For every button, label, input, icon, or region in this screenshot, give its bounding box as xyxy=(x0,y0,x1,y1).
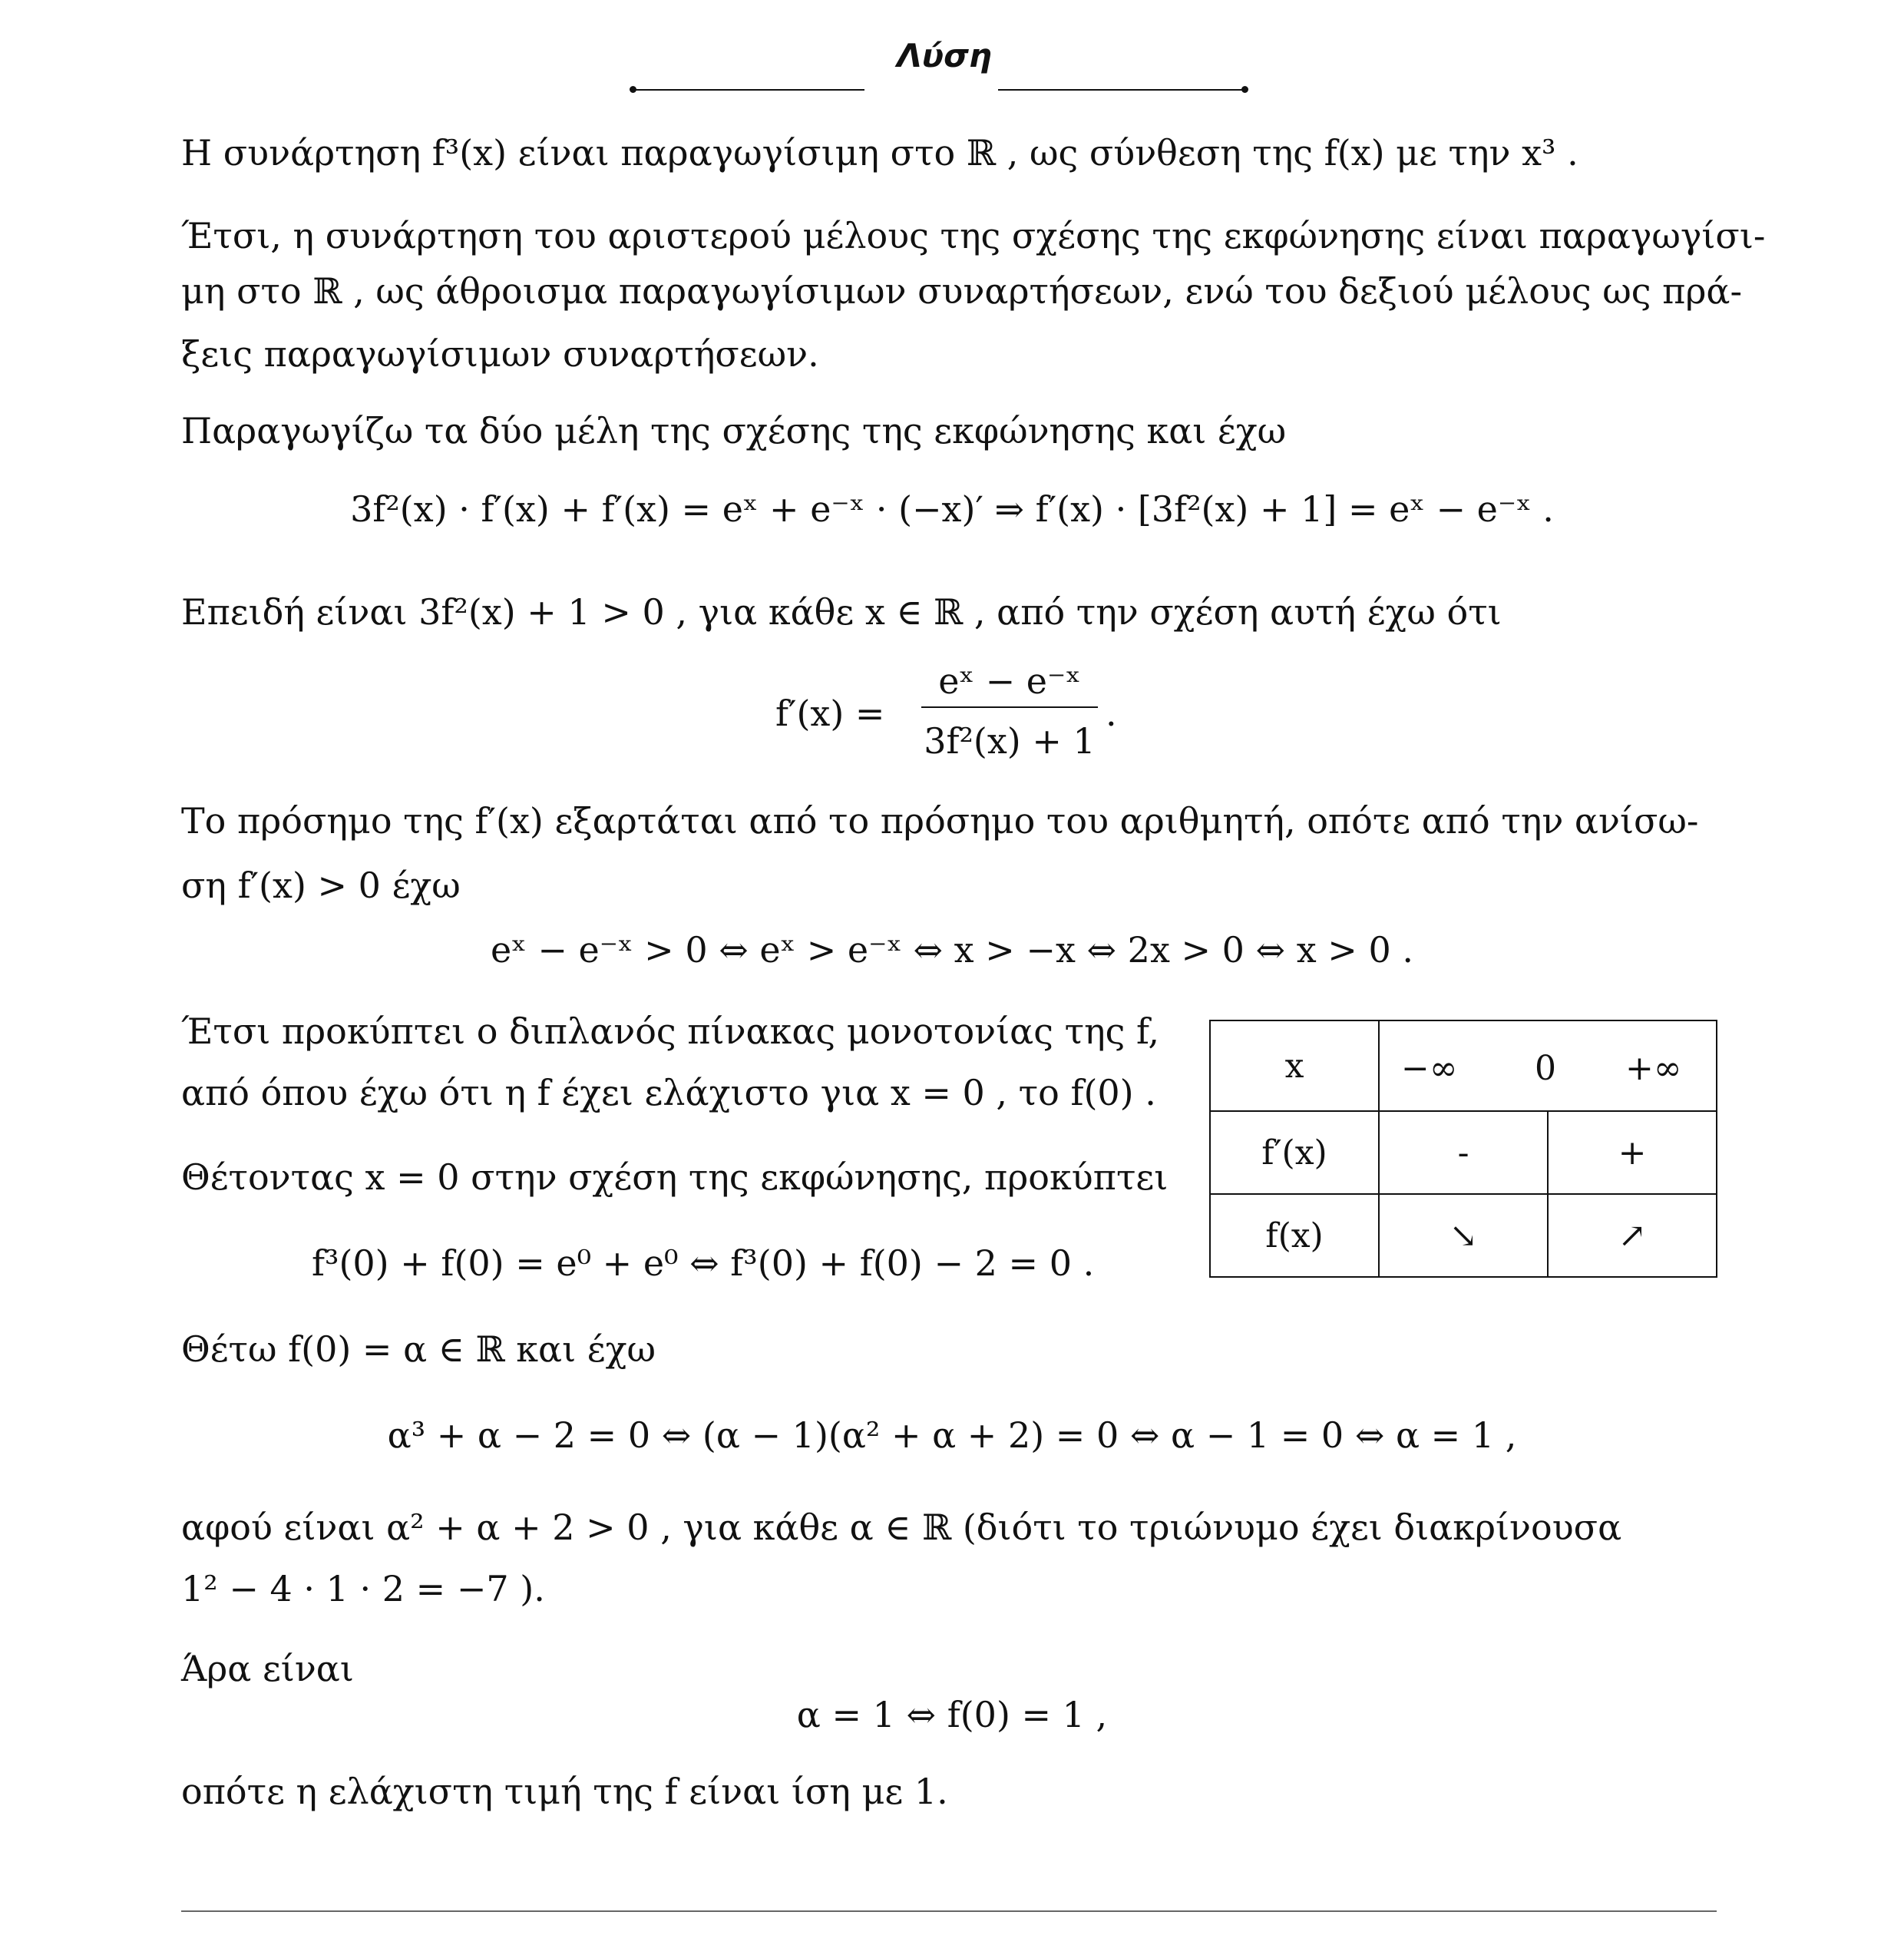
page-bottom-rule xyxy=(181,1910,1717,1912)
derivative-sign-negative: - xyxy=(1379,1111,1548,1194)
equation-2-fraction xyxy=(775,653,1129,768)
fraction-denominator: 3f²(x) + 1 xyxy=(924,720,1096,762)
increasing-arrow-icon: ↗ xyxy=(1548,1194,1717,1277)
fraction-numerator: eˣ − e⁻ˣ xyxy=(938,660,1081,702)
paragraph-line-14: 1² − 4 · 1 · 2 = −7 ). xyxy=(181,1568,545,1609)
paragraph-line-8: ση f′(x) > 0 έχω xyxy=(181,865,461,906)
paragraph-line-6: Επειδή είναι 3f²(x) + 1 > 0 , για κάθε x ∈ ℝ , από την σχέση αυτή έχω ότι xyxy=(181,591,1502,633)
table-head-values xyxy=(1379,1020,1717,1111)
header-left-rule xyxy=(634,89,864,91)
fraction-lhs: f′(x) = xyxy=(775,693,885,734)
equation-3: eˣ − e⁻ˣ > 0 ⇔ eˣ > e⁻ˣ ⇔ x > −x ⇔ 2x > 0 ⇔ x > 0 . xyxy=(491,929,1413,971)
paragraph-line-10: από όπου έχω ότι η f έχει ελάχιστο για x = 0 , το f(0) . xyxy=(181,1072,1156,1113)
function-label: f(x) xyxy=(1210,1194,1379,1277)
paragraph-line-11: Θέτοντας x = 0 στην σχέση της εκφώνησης, προκύπτει xyxy=(181,1156,1169,1198)
paragraph-line-7: Το πρόσημο της f′(x) εξαρτάται από το πρόσημο του αριθμητή, οπότε από την ανίσω- xyxy=(181,800,1699,842)
fraction-period: . xyxy=(1106,693,1117,734)
table-header-row xyxy=(1210,1020,1717,1111)
paragraph-line-16: οπότε η ελάχιστη τιμή της f είναι ίση με 1. xyxy=(181,1771,948,1812)
paragraph-line-15: Άρα είναι xyxy=(181,1648,354,1689)
paragraph-line-9: Έτσι προκύπτει ο διπλανός πίνακας μονοτονίας της f, xyxy=(181,1011,1160,1052)
equation-6: α = 1 ⇔ f(0) = 1 , xyxy=(796,1694,1108,1735)
paragraph-line-3: μη στο ℝ , ως άθροισμα παραγωγίσιμων συναρτήσεων, ενώ του δεξιού μέλους ως πρά- xyxy=(181,270,1743,312)
paragraph-line-4: ξεις παραγωγίσιμων συναρτήσεων. xyxy=(181,333,819,375)
header-right-dot xyxy=(1241,86,1248,93)
paragraph-line-1: Η συνάρτηση f³(x) είναι παραγωγίσιμη στο ℝ , ως σύνθεση της f(x) με την x³ . xyxy=(181,132,1578,174)
equation-5: α³ + α − 2 = 0 ⇔ (α − 1)(α² + α + 2) = 0 ⇔ α − 1 = 0 ⇔ α = 1 , xyxy=(387,1414,1517,1456)
paragraph-line-5: Παραγωγίζω τα δύο μέλη της σχέσης της εκφώνησης και έχω xyxy=(181,410,1287,452)
monotonicity-table xyxy=(1209,1020,1717,1278)
value-plus-infinity: +∞ xyxy=(1625,1049,1682,1088)
equation-4: f³(0) + f(0) = e⁰ + e⁰ ⇔ f³(0) + f(0) − 2 = 0 . xyxy=(312,1242,1095,1284)
value-zero: 0 xyxy=(1535,1049,1556,1088)
derivative-sign-positive: + xyxy=(1548,1111,1717,1194)
equation-1: 3f²(x) · f′(x) + f′(x) = eˣ + e⁻ˣ · (−x)′ ⇒ f′(x) · [3f²(x) + 1] = eˣ − e⁻ˣ . xyxy=(350,488,1554,530)
derivative-label: f′(x) xyxy=(1210,1111,1379,1194)
table-function-row xyxy=(1210,1194,1717,1277)
value-minus-infinity: −∞ xyxy=(1401,1049,1458,1088)
table-head-label: x xyxy=(1210,1020,1379,1111)
paragraph-line-2: Έτσι, η συνάρτηση του αριστερού μέλους της σχέσης της εκφώνησης είναι παραγωγίσι- xyxy=(181,215,1766,256)
solution-header xyxy=(0,32,1904,78)
paragraph-line-13: αφού είναι α² + α + 2 > 0 , για κάθε α ∈ ℝ (διότι το τριώνυμο έχει διακρίνουσα xyxy=(181,1507,1622,1548)
header-right-rule xyxy=(998,89,1244,91)
header-title: Λύση xyxy=(897,37,992,74)
decreasing-arrow-icon: ↘ xyxy=(1379,1194,1548,1277)
table-derivative-row xyxy=(1210,1111,1717,1194)
paragraph-line-12: Θέτω f(0) = α ∈ ℝ και έχω xyxy=(181,1328,656,1370)
fraction-bar xyxy=(921,706,1098,708)
